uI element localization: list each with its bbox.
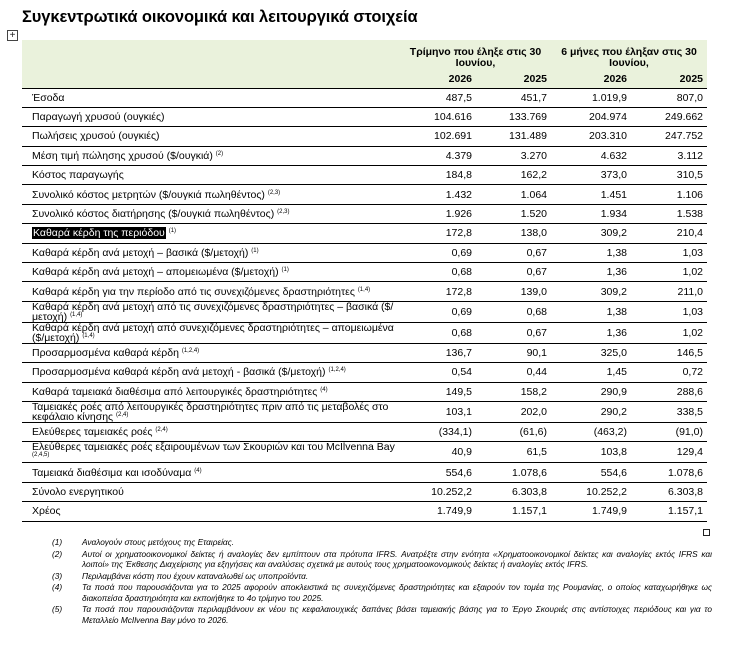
cell-value: 1,36 <box>551 263 631 282</box>
cell-value: 373,0 <box>551 166 631 185</box>
row-label-text: Προσαρμοσμένα καθαρά κέρδη <box>32 346 179 359</box>
cell-value: 249.662 <box>631 107 707 126</box>
cell-value: 184,8 <box>400 166 476 185</box>
row-label <box>22 322 400 343</box>
financial-summary-table <box>22 40 707 522</box>
cell-value: 102.691 <box>400 127 476 146</box>
row-label <box>22 204 400 223</box>
row-label <box>22 146 400 165</box>
row-label <box>22 224 400 243</box>
cell-value: 138,0 <box>476 224 551 243</box>
cell-value: 3.112 <box>631 146 707 165</box>
table-row <box>22 204 707 223</box>
cell-value: 131.489 <box>476 127 551 146</box>
cell-value: 1,38 <box>551 243 631 262</box>
cell-value: 158,2 <box>476 382 551 401</box>
footnote-ref: (1,4) <box>357 286 371 293</box>
cell-value: 1,03 <box>631 301 707 322</box>
cell-value: 0,69 <box>400 301 476 322</box>
row-label-text: Καθαρά κέρδη ανά μετοχή από συνεχιζόμενες δραστηριότητες – απομειωμένα ($/μετοχή) <box>32 322 394 344</box>
row-label-text: Παραγωγή χρυσού (ουγκιές) <box>32 111 165 124</box>
footnote-ref: (1) <box>281 267 289 274</box>
footnotes <box>52 537 712 626</box>
footnote-ref: (2,3) <box>277 209 290 216</box>
cell-value: 139,0 <box>476 282 551 301</box>
cell-value: 90,1 <box>476 343 551 362</box>
cell-value: 40,9 <box>400 442 476 463</box>
cell-value: 0,67 <box>476 322 551 343</box>
footnote-ref: (2,4) <box>155 427 168 434</box>
cell-value: 0,68 <box>400 263 476 282</box>
cell-value: 554,6 <box>551 463 631 482</box>
row-label-text: Κόστος παραγωγής <box>32 169 124 182</box>
footnote-text: Περιλαμβάνει κόστη που έχουν καταναλωθεί ως υποπροϊόντα. <box>82 570 309 581</box>
row-label-text: Καθαρά κέρδη ανά μετοχή από τις συνεχιζόμενες δραστηριότητες – βασικά ($/μετοχή) <box>32 301 394 323</box>
cell-value: 1,02 <box>631 322 707 343</box>
cell-value: 1.934 <box>551 204 631 223</box>
table-row <box>22 442 707 463</box>
cell-value: 146,5 <box>631 343 707 362</box>
table-row <box>22 88 707 107</box>
cell-value: 1.078,6 <box>631 463 707 482</box>
row-label <box>22 107 400 126</box>
row-label-text: Έσοδα <box>32 91 65 104</box>
cell-value: 1.064 <box>476 185 551 204</box>
footnote-item <box>52 549 712 570</box>
cell-value: (334,1) <box>400 422 476 441</box>
cell-value: 211,0 <box>631 282 707 301</box>
cell-value: 0,68 <box>400 322 476 343</box>
cell-value: 3.270 <box>476 146 551 165</box>
cell-value: 487,5 <box>400 88 476 107</box>
footnote-ref: (2,4,5) <box>32 452 50 459</box>
cell-value: 1,38 <box>551 301 631 322</box>
row-label-text: Καθαρά ταμειακά διαθέσιμα από λειτουργικές δραστηριότητες <box>32 385 318 398</box>
footnote-ref: (1,4) <box>82 332 95 339</box>
cell-value: 4.632 <box>551 146 631 165</box>
footnote-item <box>52 582 712 603</box>
row-label <box>22 343 400 362</box>
table-resize-handle[interactable] <box>703 529 710 536</box>
cell-value: 1.019,9 <box>551 88 631 107</box>
table-row <box>22 107 707 126</box>
table-row <box>22 224 707 243</box>
header-six-months: 6 μήνες που έληξαν στις 30 Ιουνίου, <box>551 40 707 70</box>
footnote-ref: (2,3) <box>267 189 281 196</box>
row-label <box>22 282 400 301</box>
row-label <box>22 422 400 441</box>
cell-value: 554,6 <box>400 463 476 482</box>
header-blank <box>22 40 400 70</box>
row-label-text: Προσαρμοσμένα καθαρά κέρδη ανά μετοχή - βασικά ($/μετοχή) <box>32 366 326 379</box>
cell-value: 202,0 <box>476 401 551 422</box>
table-row <box>22 363 707 382</box>
row-label-text: Καθαρά κέρδη ανά μετοχή – βασικά ($/μετοχή) <box>32 246 249 259</box>
cell-value: 338,5 <box>631 401 707 422</box>
cell-value: 203.310 <box>551 127 631 146</box>
row-label-text: Ελεύθερες ταμειακές ροές <box>32 426 153 439</box>
table-row <box>22 282 707 301</box>
row-label-text: Χρέος <box>32 505 61 518</box>
cell-value: 1.157,1 <box>476 502 551 521</box>
cell-value: 0,67 <box>476 263 551 282</box>
footnote-text: Τα ποσά που παρουσιάζονται για το 2025 αφορούν αποκλειστικά τις συνεχιζόμενες δραστηριότητες και εξαιρούν τον τομέα της Ρουμανίας, ο οποίος καταχωρήθηκε ως διακοπείσα δραστηριότητα και εκποιήθηκε το 4ο τρίμηνο του 2025. <box>82 582 712 603</box>
footnote-text: Τα ποσά που παρουσιάζονται περιλαμβάνουν εκ νέου τις κεφαλαιουχικές δαπάνες βάσει ταμειακής βάσης για το Έργο Σκουριές στις αντίστοιχες περιόδους και για το Μεταλλείο McIlvenna Bay μόνο το 2026. <box>82 604 712 625</box>
row-label-text: Ταμειακά διαθέσιμα και ισοδύναμα <box>32 466 192 479</box>
header-quarter: Τρίμηνο που έληξε στις 30 Ιουνίου, <box>400 40 551 70</box>
footnote-item <box>52 604 712 625</box>
table-row <box>22 243 707 262</box>
cell-value: 172,8 <box>400 224 476 243</box>
footnote-ref: (1,2,4) <box>328 367 346 374</box>
table-row <box>22 422 707 441</box>
cell-value: 1.157,1 <box>631 502 707 521</box>
cell-value: 1.538 <box>631 204 707 223</box>
footnote-ref: (4) <box>320 386 328 393</box>
table-row <box>22 127 707 146</box>
cell-value: 0,68 <box>476 301 551 322</box>
table-row <box>22 185 707 204</box>
cell-value: 247.752 <box>631 127 707 146</box>
cell-value: 310,5 <box>631 166 707 185</box>
cell-value: 0,72 <box>631 363 707 382</box>
row-label-text: Συνολικό κόστος μετρητών ($/ουγκιά πωληθέντος) <box>32 188 265 201</box>
cell-value: 1,36 <box>551 322 631 343</box>
row-label <box>22 263 400 282</box>
cell-value: 104.616 <box>400 107 476 126</box>
cell-value: 103,1 <box>400 401 476 422</box>
row-label <box>22 166 400 185</box>
header-year: 2025 <box>631 70 707 88</box>
row-label-text: Καθαρά κέρδη της περιόδου <box>33 227 165 240</box>
cell-value: 0,67 <box>476 243 551 262</box>
cell-value: 4.379 <box>400 146 476 165</box>
table-header-periods <box>22 40 707 70</box>
row-label <box>22 401 400 422</box>
table-row <box>22 482 707 501</box>
cell-value: 1.749,9 <box>551 502 631 521</box>
footnote-number: (2) <box>52 548 63 559</box>
cell-value: 0,54 <box>400 363 476 382</box>
cell-value: 210,4 <box>631 224 707 243</box>
row-label <box>22 502 400 521</box>
cell-value: 1.926 <box>400 204 476 223</box>
cell-value: 10.252,2 <box>400 482 476 501</box>
table-row <box>22 463 707 482</box>
footnote-number: (5) <box>52 604 63 614</box>
table-row <box>22 343 707 362</box>
row-label <box>22 482 400 501</box>
table-row <box>22 263 707 282</box>
table-row <box>22 146 707 165</box>
table-row <box>22 382 707 401</box>
table-header-years <box>22 70 707 88</box>
cell-value: 1.106 <box>631 185 707 204</box>
cell-value: 1.749,9 <box>400 502 476 521</box>
footnote-ref: (1,2,4) <box>181 347 200 354</box>
row-label <box>22 301 400 322</box>
cell-value: 1.451 <box>551 185 631 204</box>
footnote-ref: (1,4) <box>70 311 83 318</box>
table-row <box>22 401 707 422</box>
footnote-number: (1) <box>52 537 63 547</box>
row-label <box>22 382 400 401</box>
page-title: Συγκεντρωτικά οικονομικά και λειτουργικά στοιχεία <box>22 8 418 26</box>
footnote-ref: (2,4) <box>116 411 129 418</box>
cell-value: 1.078,6 <box>476 463 551 482</box>
row-label <box>22 463 400 482</box>
row-label-text: Καθαρά κέρδη ανά μετοχή – απομειωμένα ($/μετοχή) <box>32 266 279 279</box>
cell-value: 172,8 <box>400 282 476 301</box>
header-year: 2026 <box>551 70 631 88</box>
table-row <box>22 166 707 185</box>
cell-value: 133.769 <box>476 107 551 126</box>
cell-value: (463,2) <box>551 422 631 441</box>
cell-value: 807,0 <box>631 88 707 107</box>
cell-value: 1,02 <box>631 263 707 282</box>
row-label <box>22 442 400 463</box>
footnote-ref: (4) <box>194 467 202 474</box>
table-row <box>22 301 707 322</box>
row-label <box>22 243 400 262</box>
cell-value: 290,9 <box>551 382 631 401</box>
cell-value: 1,45 <box>551 363 631 382</box>
table-row <box>22 502 707 521</box>
row-label-text: Σύνολο ενεργητικού <box>32 485 124 498</box>
row-label-text: Μέση τιμή πώλησης χρυσού ($/ουγκιά) <box>32 149 213 162</box>
cell-value: 451,7 <box>476 88 551 107</box>
footnote-text: Αυτοί οι χρηματοοικονομικοί δείκτες ή αναλογίες δεν εμπίπτουν στα πρότυπα IFRS. Ανατρέξτε στην ενότητα «Χρηματοοικονομικοί δείκτες και αναλογίες εκτός IFRS και λοιποί» της Έκθεσης Διαχείρισης για εξηγήσεις και αναλύσεις σχετικά με αυτούς τους χρηματοοικονομικούς δείκτες ή αναλογίες εκτός IFRS. <box>82 548 712 569</box>
table-body <box>22 88 707 521</box>
cell-value: 103,8 <box>551 442 631 463</box>
row-label-text: Πωλήσεις χρυσού (ουγκιές) <box>32 130 160 143</box>
cell-value: 61,5 <box>476 442 551 463</box>
cell-value: 325,0 <box>551 343 631 362</box>
header-year: 2026 <box>400 70 476 88</box>
cell-value: 309,2 <box>551 224 631 243</box>
cell-value: 0,44 <box>476 363 551 382</box>
row-label-text: Ελεύθερες ταμειακές ροές εξαιρουμένων των Σκουριών και του McIlvenna Bay <box>32 441 395 454</box>
cell-value: 162,2 <box>476 166 551 185</box>
row-label <box>22 88 400 107</box>
cell-value: 149,5 <box>400 382 476 401</box>
row-label-text: Ταμειακές ροές από λειτουργικές δραστηριότητες πριν από τις μεταβολές στο κεφάλαιο κίνησης <box>32 401 389 423</box>
row-label-text: Καθαρά κέρδη για την περίοδο από τις συνεχιζόμενες δραστηριότητες <box>32 285 355 298</box>
footnote-item <box>52 537 712 548</box>
cell-value: 309,2 <box>551 282 631 301</box>
row-label <box>22 363 400 382</box>
cell-value: 1.520 <box>476 204 551 223</box>
footnote-number: (3) <box>52 570 63 581</box>
cell-value: (61,6) <box>476 422 551 441</box>
cell-value: 6.303,8 <box>476 482 551 501</box>
footnote-item <box>52 571 712 582</box>
cell-value: 204.974 <box>551 107 631 126</box>
cell-value: 288,6 <box>631 382 707 401</box>
footnote-number: (4) <box>52 582 63 592</box>
row-label <box>22 185 400 204</box>
row-label-text: Συνολικό κόστος διατήρησης ($/ουγκιά πωληθέντος) <box>32 208 275 221</box>
cell-value: 129,4 <box>631 442 707 463</box>
footnote-ref: (1) <box>168 228 177 235</box>
cell-value: 10.252,2 <box>551 482 631 501</box>
cell-value: (91,0) <box>631 422 707 441</box>
cell-value: 1.432 <box>400 185 476 204</box>
cell-value: 1,03 <box>631 243 707 262</box>
cell-value: 6.303,8 <box>631 482 707 501</box>
footnote-ref: (1) <box>251 247 259 254</box>
header-blank <box>22 70 400 88</box>
cell-value: 136,7 <box>400 343 476 362</box>
footnote-ref: (2) <box>215 150 224 157</box>
table-move-handle-icon[interactable]: + <box>7 30 18 41</box>
cell-value: 290,2 <box>551 401 631 422</box>
cell-value: 0,69 <box>400 243 476 262</box>
footnote-text: Αναλογούν στους μετόχους της Εταιρείας. <box>82 537 235 547</box>
header-year: 2025 <box>476 70 551 88</box>
row-label <box>22 127 400 146</box>
table-row <box>22 322 707 343</box>
